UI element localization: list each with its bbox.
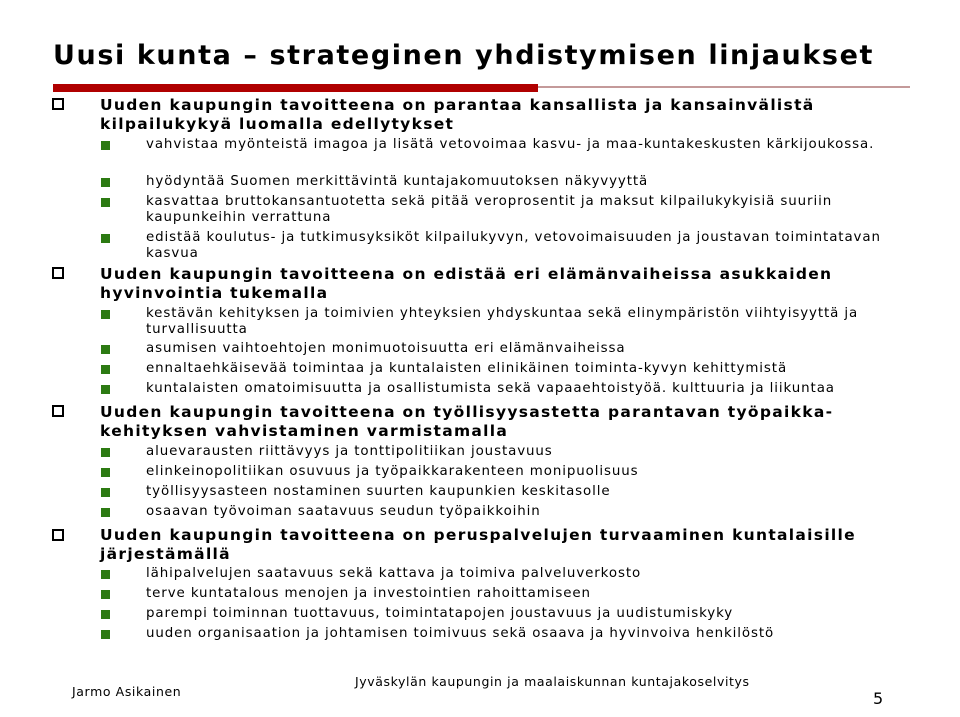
page-number: 5 bbox=[873, 689, 884, 708]
title-rule-thin bbox=[538, 86, 910, 88]
list-item: terve kuntatalous menojen ja investointien rahoittamiseen bbox=[146, 586, 591, 601]
hollow-square-icon bbox=[52, 267, 64, 279]
filled-square-icon bbox=[101, 310, 110, 319]
filled-square-icon bbox=[101, 468, 110, 477]
list-item: kasvattaa bruttokansantuotetta sekä pitää veroprosentit ja maksut kilpailukykyisiä suuriin kaupunkeihin verrattuna bbox=[146, 194, 833, 225]
filled-square-icon bbox=[101, 448, 110, 457]
filled-square-icon bbox=[101, 488, 110, 497]
list-item: kestävän kehityksen ja toimivien yhteyksien yhdyskuntaa sekä elinympäristön viihtyisyyttä ja turvallisuutta bbox=[146, 306, 859, 337]
filled-square-icon bbox=[101, 630, 110, 639]
hollow-square-icon bbox=[52, 98, 64, 110]
list-item: vahvistaa myönteistä imagoa ja lisätä vetovoimaa kasvu- ja maa-kuntakeskusten kärkijoukossa. bbox=[146, 137, 875, 152]
section-heading-wellbeing: Uuden kaupungin tavoitteena on edistää eri elämänvaiheissa asukkaiden hyvinvointia tukemalla bbox=[100, 265, 833, 302]
list-item: asumisen vaihtoehtojen monimuotoisuutta eri elämänvaiheissa bbox=[146, 341, 626, 356]
filled-square-icon bbox=[101, 365, 110, 374]
filled-square-icon bbox=[101, 385, 110, 394]
hollow-square-icon bbox=[52, 529, 64, 541]
footer-author: Jarmo Asikainen bbox=[72, 684, 182, 699]
filled-square-icon bbox=[101, 570, 110, 579]
filled-square-icon bbox=[101, 345, 110, 354]
section-heading-employment: Uuden kaupungin tavoitteena on työllisyysastetta parantavan työpaikka-kehityksen vahvistaminen varmistamalla bbox=[100, 403, 834, 440]
list-item: ennaltaehkäisevää toimintaa ja kuntalaisten elinikäinen toiminta-kyvyn kehittymistä bbox=[146, 361, 788, 376]
list-item: uuden organisaation ja johtamisen toimivuus sekä osaava ja hyvinvoiva henkilöstö bbox=[146, 626, 775, 641]
list-item: edistää koulutus- ja tutkimusyksiköt kilpailukyvyn, vetovoimaisuuden ja joustavan toimintatavan kasvua bbox=[146, 230, 881, 261]
list-item: työllisyysasteen nostaminen suurten kaupunkien keskitasolle bbox=[146, 484, 611, 499]
list-item: osaavan työvoiman saatavuus seudun työpaikkoihin bbox=[146, 504, 541, 519]
list-item: kuntalaisten omatoimisuutta ja osallistumista sekä vapaaehtoistyöä. kulttuuria ja liikuntaa bbox=[146, 381, 835, 396]
filled-square-icon bbox=[101, 198, 110, 207]
title-rule bbox=[53, 84, 538, 92]
page-title: Uusi kunta – strateginen yhdistymisen linjaukset bbox=[53, 40, 875, 71]
hollow-square-icon bbox=[52, 405, 64, 417]
section-heading-basic-services: Uuden kaupungin tavoitteena on peruspalvelujen turvaaminen kuntalaisille järjestämällä bbox=[100, 526, 856, 563]
list-item: aluevarausten riittävyys ja tonttipolitiikan joustavuus bbox=[146, 444, 553, 459]
filled-square-icon bbox=[101, 610, 110, 619]
filled-square-icon bbox=[101, 590, 110, 599]
list-item: hyödyntää Suomen merkittävintä kuntajakomuutoksen näkyvyyttä bbox=[146, 174, 649, 189]
filled-square-icon bbox=[101, 234, 110, 243]
footer-project: Jyväskylän kaupungin ja maalaiskunnan kuntajakoselvitys bbox=[355, 674, 750, 689]
filled-square-icon bbox=[101, 141, 110, 150]
list-item: elinkeinopolitiikan osuvuus ja työpaikkarakenteen monipuolisuus bbox=[146, 464, 639, 479]
filled-square-icon bbox=[101, 508, 110, 517]
section-heading-competitiveness: Uuden kaupungin tavoitteena on parantaa kansallista ja kansainvälistä kilpailukykyä luomalla edellytykset bbox=[100, 96, 815, 133]
list-item: parempi toiminnan tuottavuus, toimintatapojen joustavuus ja uudistumiskyky bbox=[146, 606, 734, 621]
filled-square-icon bbox=[101, 178, 110, 187]
list-item: lähipalvelujen saatavuus sekä kattava ja toimiva palveluverkosto bbox=[146, 566, 642, 581]
